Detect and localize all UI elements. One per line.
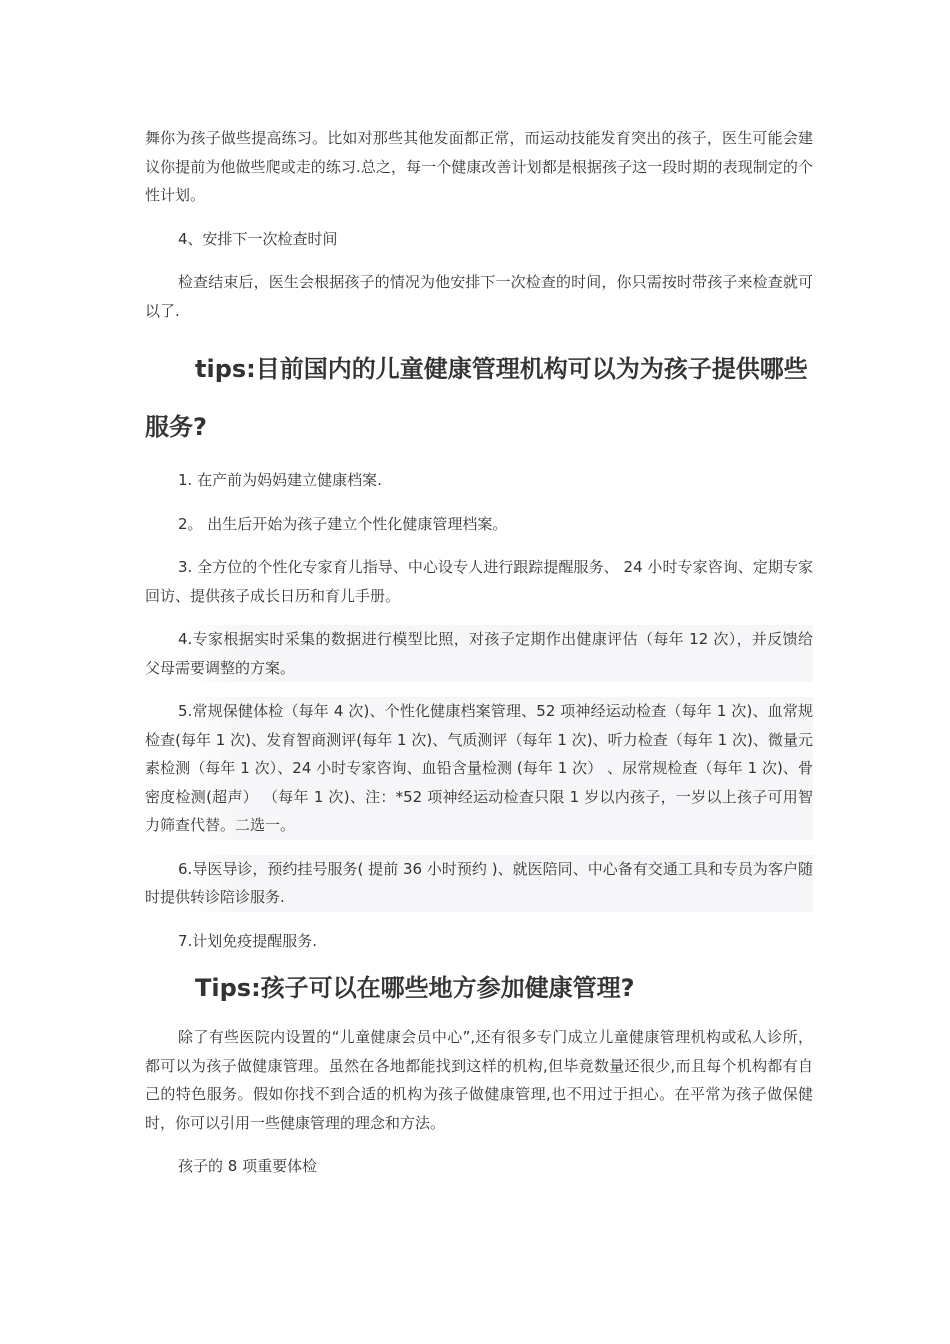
list-item-service-3: 3. 全方位的个性化专家育儿指导、中心设专人进行跟踪提醒服务、 24 小时专家咨询、定期专家回访、提供孩子成长日历和育儿手册。 — [145, 558, 813, 605]
paragraph-step-4-title: 4、安排下一次检查时间 — [178, 229, 338, 248]
document-page — [145, 124, 813, 1196]
list-item-service-4: 4.专家根据实时采集的数据进行模型比照，对孩子定期作出健康评估（每年 12 次），并反馈给父母需要调整的方案。 — [145, 625, 813, 682]
paragraph-eight-checkups: 孩子的 8 项重要体检 — [178, 1157, 318, 1175]
list-item-service-5: 5.常规保健体检（每年 4 次)、个性化健康档案管理、52 项神经运动检查（每年 1 次)、血常规检查(每年 1 次)、发育智商测评(每年 1 次)、气质测评（每年 1 次)、听力检查（每年 1 次)、微量元素检测（每年 1 次）、24 小时专家咨询、血铅含量检测 (每年 1 次） 、尿常规检查（每年 1 次)、骨密度检测(超声） （每年 1 次)、注：*52 项神经运动检查只限 1 岁以内孩子，一岁以上孩子可用智力筛查代替。二选一。 — [145, 697, 813, 840]
heading-institution-services: tips:目前国内的儿童健康管理机构可以为为孩子提供哪些服务? — [145, 355, 808, 441]
paragraph-next-checkup: 检查结束后，医生会根据孩子的情况为他安排下一次检查的时间，你只需按时带孩子来检查就可以了. — [145, 273, 813, 320]
list-item-service-6: 6.导医导诊，预约挂号服务( 提前 36 小时预约 )、就医陪同、中心备有交通工具和专员为客户随时提供转诊陪诊服务. — [145, 855, 813, 912]
list-item-service-7: 7.计划免疫提醒服务. — [178, 931, 318, 950]
paragraph-health-centers: 除了有些医院内设置的“儿童健康会员中心”,还有很多专门成立儿童健康管理机构或私人诊所，都可以为孩子做健康管理。虽然在各地都能找到这样的机构,但毕竟数量还很少,而且每个机构都有自己的特色服务。假如你找不到合适的机构为孩子做健康管理,也不用过于担心。在平常为孩子做保健时，你可以引用一些健康管理的理念和方法。 — [145, 1028, 813, 1132]
heading-where-to-join: Tips:孩子可以在哪些地方参加健康管理? — [195, 974, 635, 1002]
paragraph-exercise-plan: 舞你为孩子做些提高练习。比如对那些其他发面都正常，而运动技能发育突出的孩子，医生可能会建议你提前为他做些爬或走的练习.总之，每一个健康改善计划都是根据孩子这一段时期的表现制定的个性计划。 — [145, 129, 813, 204]
list-item-service-1: 1. 在产前为妈妈建立健康档案. — [178, 471, 382, 489]
list-item-service-2: 2。 出生后开始为孩子建立个性化健康管理档案。 — [178, 514, 508, 533]
